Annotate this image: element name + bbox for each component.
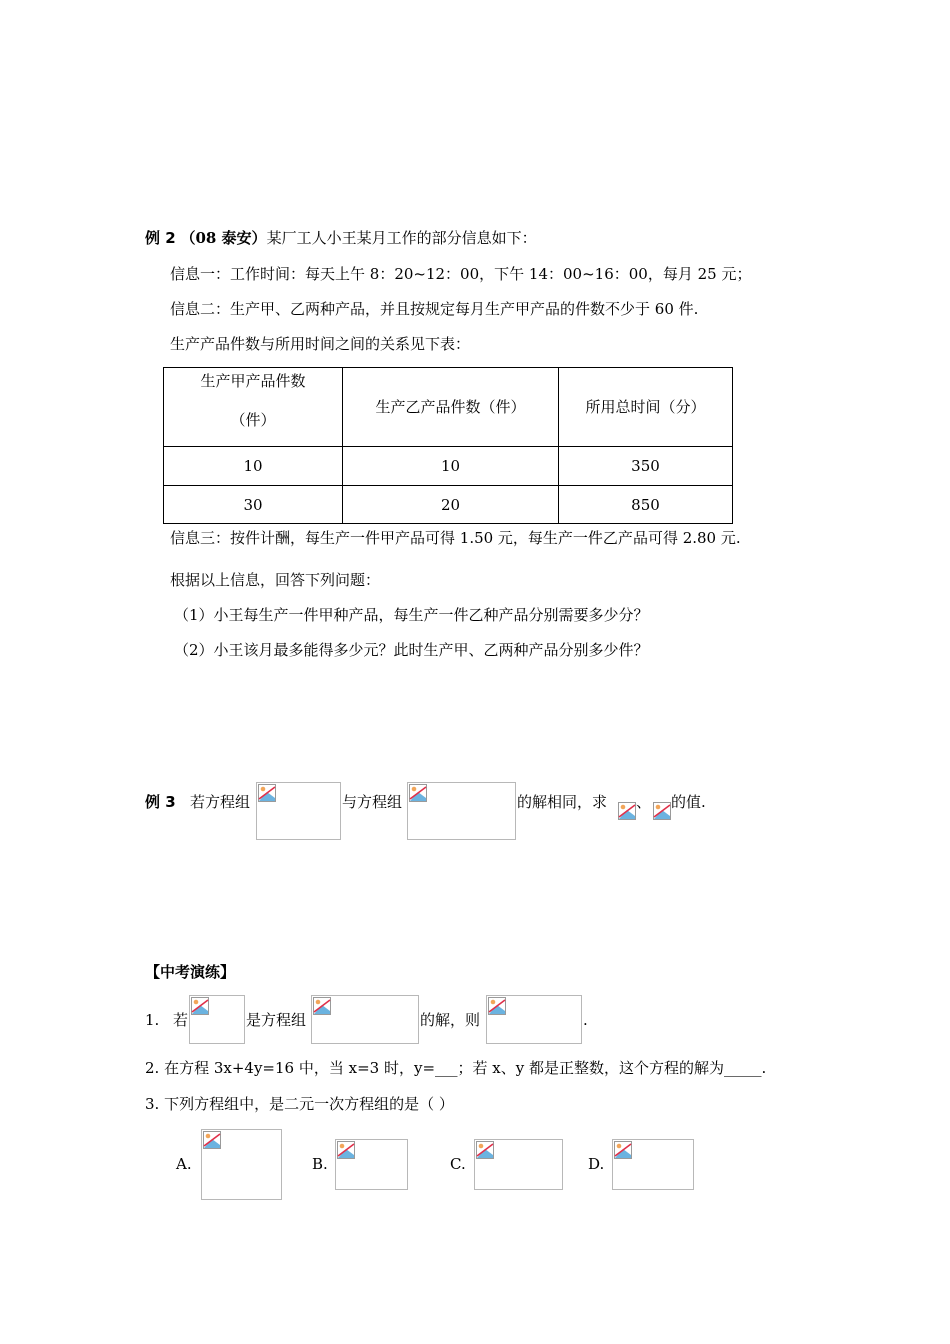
expression-image (486, 995, 582, 1044)
question-1: （1）小王每生产一件甲种产品，每生产一件乙种产品分别需要多少分？ (174, 606, 649, 624)
header-cell-total: 所用总时间（分） (559, 368, 733, 447)
header-a-line2: （件） (230, 410, 276, 429)
example-3-label: 例 3 (145, 793, 176, 811)
option-b-image (335, 1139, 408, 1190)
practice-1-text-c: 的解，则 (420, 1011, 481, 1029)
broken-image-icon (203, 1131, 221, 1149)
broken-image-icon (614, 1141, 632, 1159)
header-a-line1: 生产甲产品件数 (200, 371, 306, 390)
broken-image-icon (476, 1141, 494, 1159)
answer-prompt: 根据以上信息，回答下列问题： (170, 571, 381, 589)
broken-image-icon (409, 784, 427, 802)
option-a-image (201, 1129, 282, 1200)
equation-system-image-2 (407, 782, 516, 840)
broken-image-icon (618, 802, 636, 820)
broken-image-icon (191, 997, 209, 1015)
table-intro: 生产产品件数与所用时间之间的关系见下表： (170, 335, 471, 353)
option-d-image (612, 1139, 694, 1190)
broken-image-icon (488, 997, 506, 1015)
table-row (164, 486, 733, 524)
equation-system-image-1 (256, 782, 341, 840)
example-3-text-1: 若方程组 (190, 793, 251, 811)
table-header-row (164, 368, 733, 447)
broken-image-icon (337, 1141, 355, 1159)
option-d-label: D. (588, 1155, 605, 1173)
practice-1-text-d: . (583, 1011, 588, 1029)
header-cell-b: 生产乙产品件数（件） (343, 368, 559, 447)
practice-2: 2. 在方程 3x+4y=16 中，当 x=3 时，y=___；若 x、y 都是正整数，这个方程的解为_____. (145, 1059, 767, 1077)
table-cell: 10 (164, 447, 343, 486)
example-2-label: 例 2 (145, 229, 176, 247)
info-2: 信息二：生产甲、乙两种产品，并且按规定每月生产甲产品的件数不少于 60 件. (170, 300, 699, 318)
option-c-image (474, 1139, 563, 1190)
table-row (164, 447, 733, 486)
solution-image (189, 995, 245, 1044)
practice-1-text-b: 是方程组 (246, 1011, 307, 1029)
broken-image-icon (653, 802, 671, 820)
example-2-source: （08 泰安） (180, 229, 267, 247)
info-table (163, 367, 733, 524)
example-3-text-3: 的解相同，求 (517, 793, 608, 811)
practice-1-text-a: 若 (173, 1011, 189, 1029)
example-2-intro: 某厂工人小王某月工作的部分信息如下： (266, 229, 537, 247)
table-cell: 350 (559, 447, 733, 486)
broken-image-icon (313, 997, 331, 1015)
equation-system-image-3 (311, 995, 419, 1044)
table-cell: 30 (164, 486, 343, 524)
table-cell: 10 (343, 447, 559, 486)
example-2-heading (145, 228, 537, 248)
table-cell: 850 (559, 486, 733, 524)
practice-heading: 【中考演练】 (145, 963, 236, 981)
table-cell: 20 (343, 486, 559, 524)
option-a-label: A. (176, 1155, 192, 1173)
example-3-separator: 、 (636, 793, 652, 811)
info-1: 信息一：工作时间：每天上午 8：20~12：00，下午 14：00~16：00，每月 25 元； (170, 265, 752, 283)
example-3-text-2: 与方程组 (342, 793, 403, 811)
question-2: （2）小王该月最多能得多少元？此时生产甲、乙两种产品分别多少件？ (174, 641, 649, 659)
broken-image-icon (258, 784, 276, 802)
header-cell-a (164, 368, 343, 447)
practice-1-number: 1. (145, 1011, 160, 1029)
info-3: 信息三：按件计酬，每生产一件甲产品可得 1.50 元，每生产一件乙产品可得 2.80 元. (170, 529, 741, 547)
practice-3: 3. 下列方程组中，是二元一次方程组的是（ ） (145, 1095, 454, 1113)
option-b-label: B. (312, 1155, 328, 1173)
example-3-text-4: 的值. (671, 793, 706, 811)
option-c-label: C. (450, 1155, 466, 1173)
